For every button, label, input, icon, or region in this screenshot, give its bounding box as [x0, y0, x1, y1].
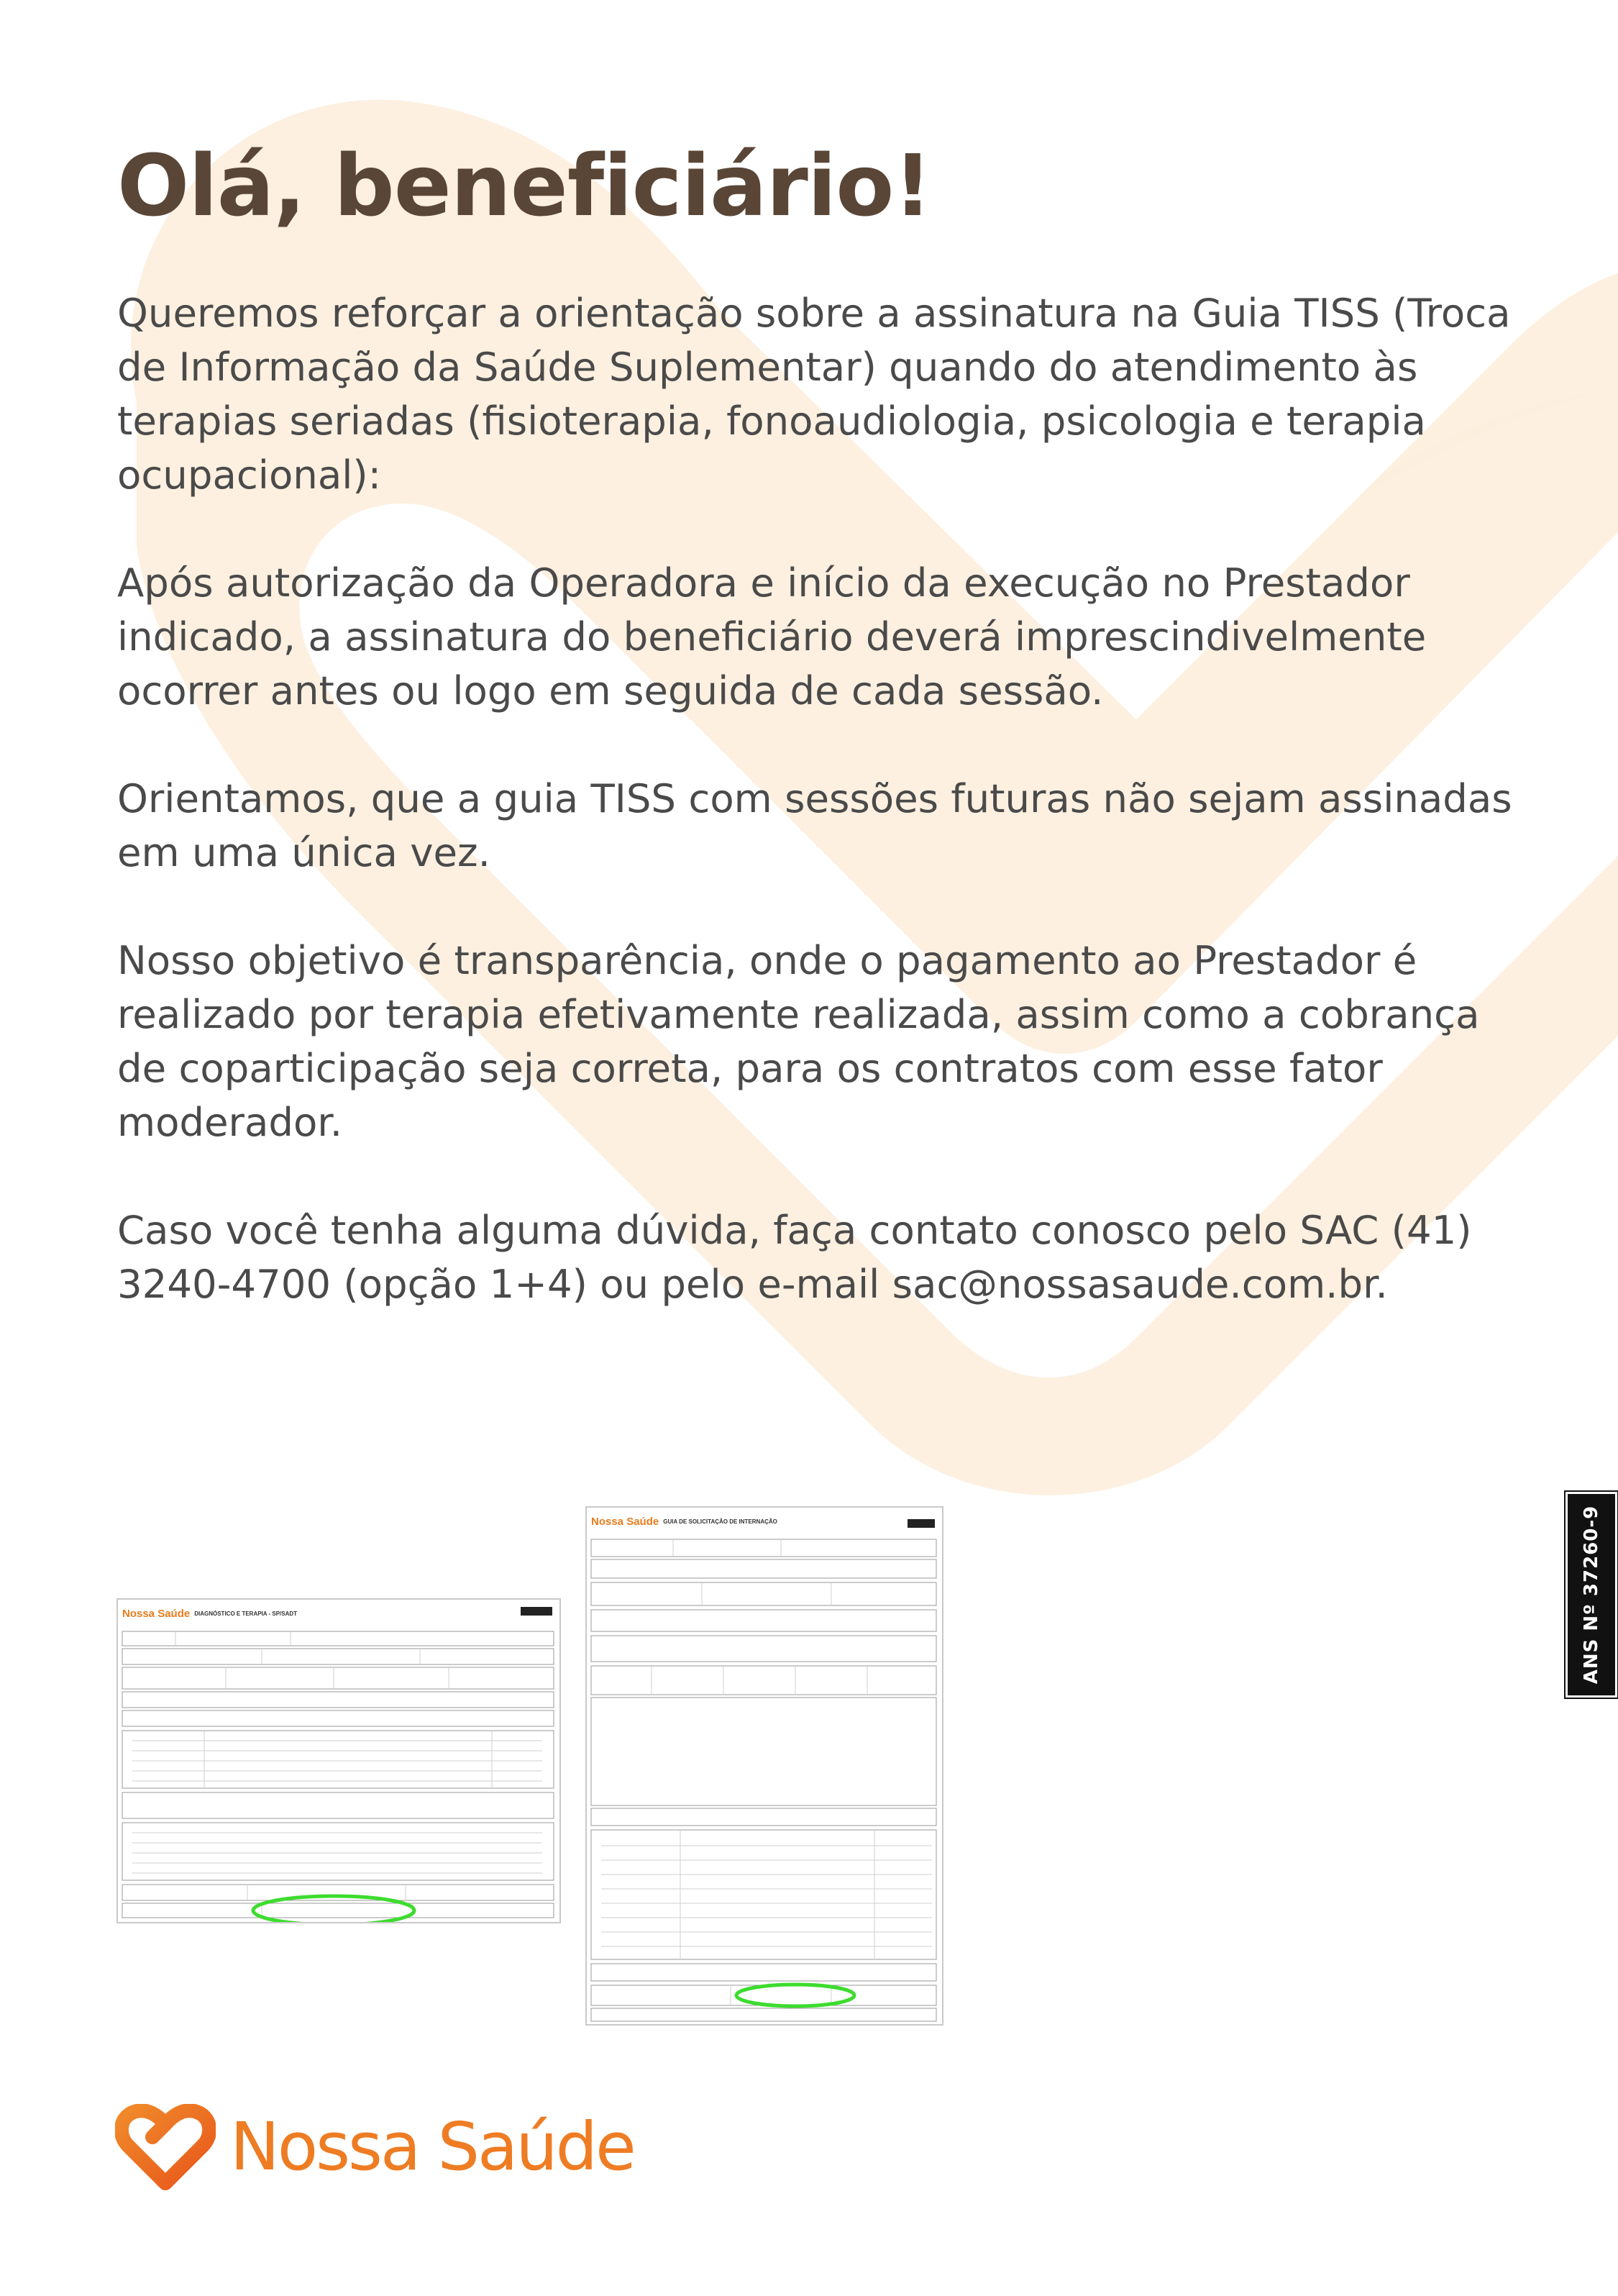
ans-registration-text: ANS Nº 37260-9 — [1581, 1505, 1603, 1685]
form-sadt-header — [122, 1604, 555, 1623]
form-sadt-fields — [118, 1600, 559, 1922]
heart-check-icon — [115, 2104, 216, 2190]
paragraph-contact: Caso você tenha alguma dúvida, faça contato conosco pelo SAC (41) 3240-4700 (opção 1+4) ou pelo e-mail sac@nossasaude.com.br. — [117, 1207, 1472, 1307]
brand-name: Nossa Saúde — [230, 2108, 634, 2185]
paragraph-signature-timing: Após autorização da Operadora e início da execução no Prestador indicado, a assinatura do beneficiário deverá imprescindivelmente ocorrer antes ou logo em seguida de cada sessão. — [117, 560, 1427, 714]
signature-field-highlight — [736, 1985, 854, 2006]
sample-form-sadt — [116, 1598, 561, 1923]
form-internacao-header — [591, 1512, 938, 1531]
form-sadt-logo: Nossa Saúde — [122, 1607, 191, 1620]
form-internacao-title: GUIA DE SOLICITAÇÃO DE INTERNAÇÃO — [663, 1518, 777, 1525]
sample-form-internacao — [585, 1506, 943, 2026]
form-internacao-fields — [587, 1508, 942, 2024]
message-body — [117, 286, 1512, 1311]
page-title: Olá, beneficiário! — [117, 136, 932, 235]
paragraph-objective: Nosso objetivo é transparência, onde o pagamento ao Prestador é realizado por terapia efetivamente realizada, assim como a cobrança de coparticipação seja correta, para os contratos com esse fator moderador. — [117, 937, 1480, 1145]
paragraph-intro: Queremos reforçar a orientação sobre a assinatura na Guia TISS (Troca de Informação da Saúde Suplementar) quando do atendimento às terapias seriadas (fisioterapia, fonoaudiologia, psicologia e terapia ocupacional): — [117, 290, 1511, 498]
paragraph-future-sessions: Orientamos, que a guia TISS com sessões futuras não sejam assinadas em uma única vez. — [117, 775, 1512, 875]
signature-field-highlight — [253, 1896, 414, 1922]
form-internacao-logo: Nossa Saúde — [591, 1515, 659, 1528]
form-sadt-title: DIAGNÓSTICO E TERAPIA - SP/SADT — [194, 1610, 298, 1617]
footer-logo — [115, 2104, 634, 2190]
ans-registration-tag — [1566, 1492, 1617, 1698]
